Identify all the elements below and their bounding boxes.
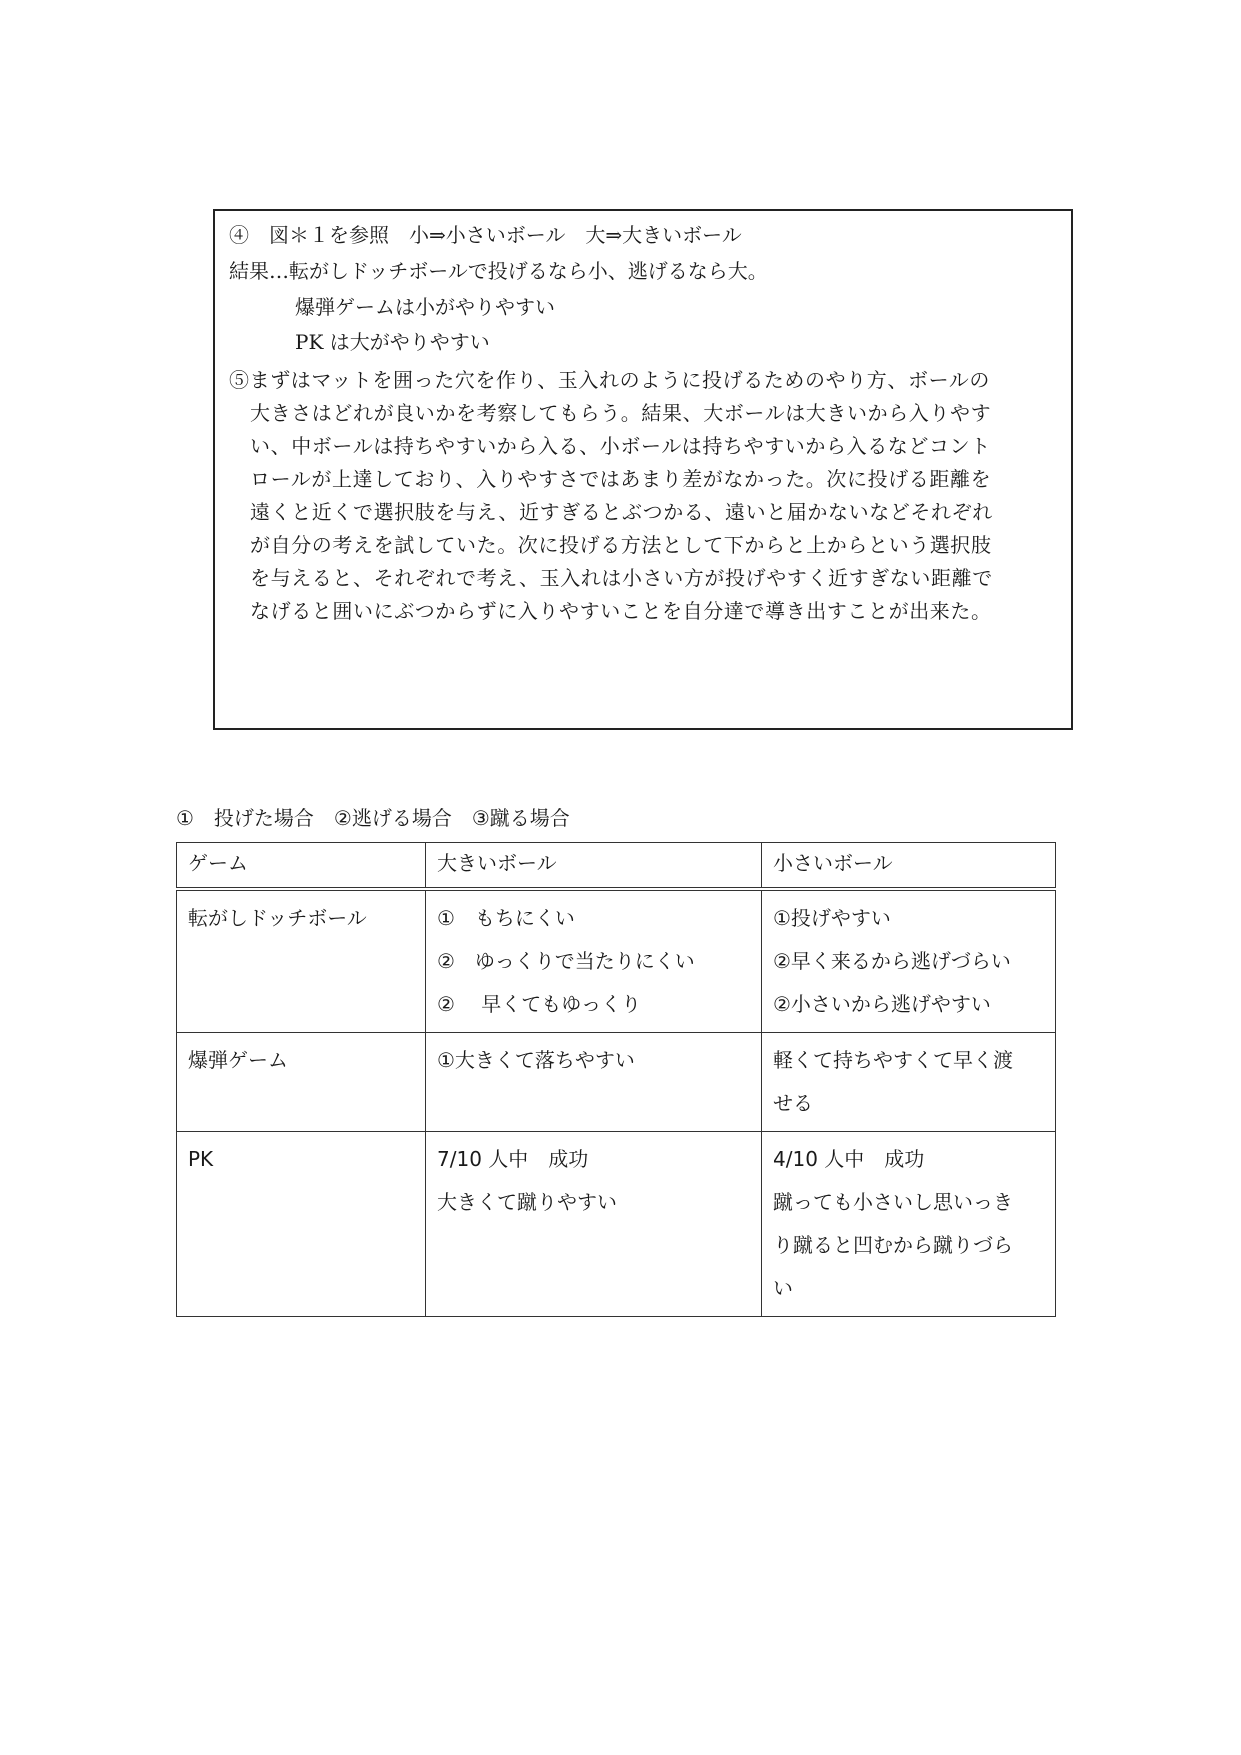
paragraph-line: が自分の考えを試していた。次に投げる方法として下からと上からという選択肢 — [250, 533, 992, 557]
note-line-4: ④ 図＊１を参照 小⇒小さいボール 大⇒大きいボール — [229, 223, 742, 247]
header-large-ball: 大きいボール — [426, 843, 762, 890]
large-ball-cell — [426, 889, 762, 1033]
cell-line: 大きくて蹴りやすい — [437, 1190, 617, 1214]
cell-line: ② 早くてもゆっくり — [437, 992, 642, 1016]
large-ball-cell — [426, 1033, 762, 1132]
cell-line: ② ゆっくりで当たりにくい — [437, 949, 695, 973]
cell-line: せる — [773, 1091, 813, 1115]
paragraph-line: なげると囲いにぶつからずに入りやすいことを自分達で導き出すことが出来た。 — [250, 599, 992, 623]
small-ball-cell — [762, 1033, 1056, 1132]
small-ball-cell — [762, 1132, 1056, 1317]
paragraph-line: ⑤まずはマットを囲った穴を作り、玉入れのように投げるためのやり方、ボールの — [229, 368, 990, 392]
table-row — [177, 1033, 1056, 1132]
cell-line: り蹴ると凹むから蹴りづら — [773, 1233, 1013, 1257]
note-result-line: 結果…転がしドッチボールで投げるなら小、逃げるなら大。 — [229, 259, 768, 283]
cell-line: 軽くて持ちやすくて早く渡 — [773, 1048, 1013, 1072]
cell-line: ①投げやすい — [773, 906, 891, 930]
cell-line: ②早く来るから逃げづらい — [773, 949, 1011, 973]
cell-line: い — [773, 1276, 793, 1300]
table-caption: ① 投げた場合 ②逃げる場合 ③蹴る場合 — [176, 806, 570, 830]
cell-line: ① もちにくい — [437, 906, 575, 930]
results-table — [176, 842, 1056, 1317]
note-pk-line: PK は大がやりやすい — [295, 330, 490, 354]
note-paragraph-5 — [229, 364, 1075, 628]
table-row — [177, 889, 1056, 1033]
table-row — [177, 1132, 1056, 1317]
paragraph-line: 遠くと近くで選択肢を与え、近すぎるとぶつかる、遠いと届かないなどそれぞれ — [250, 500, 993, 524]
paragraph-line: い、中ボールは持ちやすいから入る、小ボールは持ちやすいから入るなどコント — [250, 434, 991, 458]
game-cell: PK — [177, 1132, 426, 1317]
paragraph-line: 大きさはどれが良いかを考察してもらう。結果、大ボールは大きいから入りやす — [250, 401, 992, 425]
header-small-ball: 小さいボール — [762, 843, 1056, 890]
paragraph-line: を与えると、それぞれで考え、玉入れは小さい方が投げやすく近すぎない距離で — [250, 566, 993, 590]
paragraph-line: ロールが上達しており、入りやすさではあまり差がなかった。次に投げる距離を — [250, 467, 992, 491]
table-header-row — [177, 843, 1056, 890]
cell-line: 蹴っても小さいし思いっき — [773, 1190, 1013, 1214]
notes-box — [213, 209, 1073, 730]
game-cell: 転がしドッチボール — [177, 889, 426, 1033]
large-ball-cell — [426, 1132, 762, 1317]
note-bomb-line: 爆弾ゲームは小がやりやすい — [295, 295, 555, 319]
game-cell: 爆弾ゲーム — [177, 1033, 426, 1132]
header-game: ゲーム — [177, 843, 426, 890]
cell-line: ②小さいから逃げやすい — [773, 992, 991, 1016]
cell-line: ①大きくて落ちやすい — [437, 1048, 635, 1072]
small-ball-cell — [762, 889, 1056, 1033]
cell-line: 4/10 人中 成功 — [773, 1147, 925, 1171]
cell-line: 7/10 人中 成功 — [437, 1147, 589, 1171]
